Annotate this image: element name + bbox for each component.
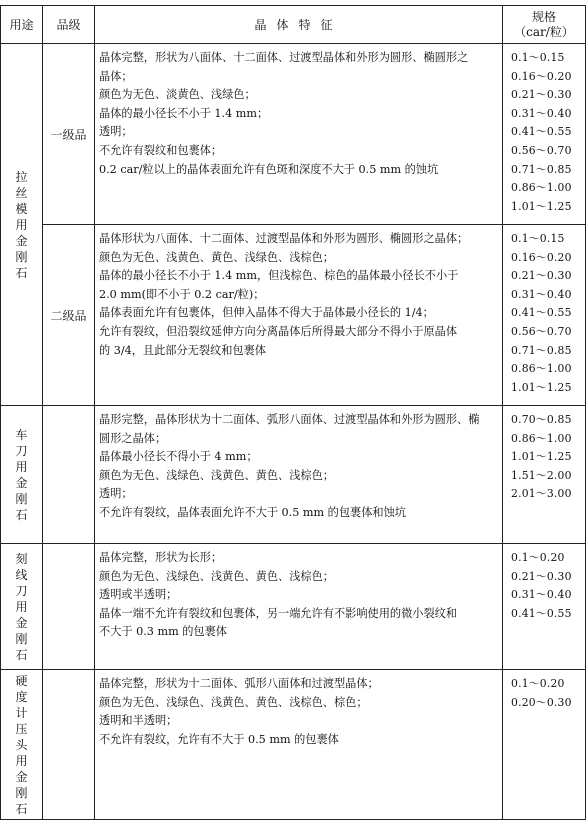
spec-value: 0.71～0.85	[511, 343, 572, 357]
spec-value: 0.41～0.55	[511, 606, 572, 620]
feature-line: 颜色为无色、浅绿色、浅黄色、黄色、浅棕色；	[99, 569, 334, 583]
feature-line: 晶体的最小径长不小于 1.4 mm；	[99, 106, 269, 120]
section-hardness-indenter	[1, 670, 586, 820]
spec-value: 0.1～0.15	[511, 232, 565, 245]
spec-value: 0.71～0.85	[511, 162, 572, 176]
spec-value: 0.21～0.30	[511, 269, 572, 283]
spec-value: 0.1～0.20	[511, 551, 565, 564]
specs-turning-tool	[503, 406, 586, 544]
section-wire-die-grade2	[1, 225, 586, 406]
feature-line: 晶体完整，形状为十二面体、弧形八面体和过渡型晶体；	[99, 677, 379, 690]
feature-line: 透明或半透明；	[99, 588, 178, 602]
spec-value: 0.86～1.00	[511, 181, 572, 195]
feature-line: 晶体形状为八面体、十二面体、过渡型晶体和外形为圆形、椭圆形之晶体；	[99, 232, 469, 245]
spec-value: 0.16～0.20	[511, 250, 572, 264]
specs-wire-die-grade1	[503, 44, 586, 225]
header-row	[1, 6, 586, 44]
feature-line: 颜色为无色、浅黄色、黄色、浅绿色、浅棕色；	[99, 250, 334, 264]
section-scribing-tool	[1, 544, 586, 670]
feature-line: 不允许有裂纹和包裹体；	[99, 143, 223, 157]
feature-line: 不大于 0.3 mm 的包裹体	[99, 625, 227, 639]
usage-wire-die-label: 拉丝模用金刚石	[15, 169, 28, 280]
grade-empty-turning	[43, 406, 95, 544]
grade-first: 一级品	[43, 44, 95, 225]
section-turning-tool	[1, 406, 586, 544]
spec-value: 0.86～1.00	[511, 362, 572, 376]
spec-value: 0.70～0.85	[511, 413, 572, 426]
feature-line: 0.2 car/粒以上的晶体表面允许有色斑和深度不大于 0.5 mm 的蚀坑	[99, 162, 439, 176]
spec-value: 1.51～2.00	[511, 468, 572, 482]
spec-value: 0.21～0.30	[511, 569, 572, 583]
usage-hardness-indenter-label: 硬度计压头用金刚石	[15, 673, 28, 816]
feature-line: 的 3/4，且此部分无裂纹和包裹体	[99, 343, 266, 357]
feature-line: 2.0 mm(即不小于 0.2 car/粒)；	[99, 287, 265, 301]
specs-scribing-tool	[503, 544, 586, 670]
feature-line: 颜色为无色、浅绿色、浅黄色、黄色、浅棕色；	[99, 468, 334, 482]
feature-line: 允许有裂纹，但沿裂纹延伸方向分离晶体后所得最大部分不得小于原晶体	[99, 324, 458, 338]
feature-line: 晶体完整，形状为八面体、十二面体、过渡型晶体和外形为圆形、椭圆形之	[99, 51, 469, 64]
feature-line: 不允许有裂纹，允许有不大于 0.5 mm 的包裹体	[99, 732, 339, 746]
diamond-spec-table	[0, 5, 586, 820]
grade-empty-scribing	[43, 544, 95, 670]
spec-value: 0.86～1.00	[511, 431, 572, 445]
specs-wire-die-grade2	[503, 225, 586, 406]
feature-line: 晶体的最小径长不小于 1.4 mm，但浅棕色、棕色的晶体最小径长不小于	[99, 269, 459, 283]
header-grade: 品级	[43, 6, 95, 44]
header-spec	[503, 6, 586, 44]
features-scribing-tool	[95, 544, 503, 670]
feature-line: 透明和半透明；	[99, 714, 178, 728]
spec-value: 0.16～0.20	[511, 69, 572, 83]
usage-wire-die	[1, 44, 43, 406]
spec-value: 1.01～1.25	[511, 380, 572, 394]
features-wire-die-grade1	[95, 44, 503, 225]
features-turning-tool	[95, 406, 503, 544]
usage-scribing-tool	[1, 544, 43, 670]
usage-turning-tool	[1, 406, 43, 544]
grade-empty-hardness	[43, 670, 95, 820]
header-spec-line1: 规格	[531, 9, 556, 24]
feature-line: 圆形之晶体；	[99, 431, 167, 445]
feature-line: 不允许有裂纹，晶体表面允许不大于 0.5 mm 的包裹体和蚀坑	[99, 505, 406, 519]
spec-value: 0.31～0.40	[511, 588, 572, 602]
features-hardness-indenter	[95, 670, 503, 820]
feature-line: 晶体一端不允许有裂纹和包裹体，另一端允许有不影响使用的微小裂纹和	[99, 606, 458, 620]
spec-value: 0.1～0.15	[511, 51, 565, 64]
specs-hardness-indenter	[503, 670, 586, 820]
feature-line: 晶体表面允许有包裹体，但伸入晶体不得大于晶体最小径长的 1/4；	[99, 306, 434, 320]
feature-line: 颜色为无色、浅绿色、浅黄色、黄色、浅棕色、棕色；	[99, 695, 368, 709]
spec-value: 2.01～3.00	[511, 487, 572, 501]
usage-scribing-tool-label: 刻线刀用金刚石	[15, 551, 28, 662]
feature-line: 晶形完整，晶体形状为十二面体、弧形八面体、过渡型晶体和外形为圆形、椭	[99, 413, 480, 426]
spec-value: 1.01～1.25	[511, 450, 572, 464]
feature-line: 晶体最小径长不得小于 4 mm；	[99, 450, 258, 464]
header-spec-line2: （car/粒）	[514, 24, 574, 39]
header-features: 晶体特征	[95, 6, 503, 44]
header-usage: 用途	[1, 6, 43, 44]
spec-value: 1.01～1.25	[511, 199, 572, 213]
spec-value: 0.21～0.30	[511, 88, 572, 102]
spec-value: 0.56～0.70	[511, 143, 572, 157]
grade-second: 二级品	[43, 225, 95, 406]
feature-line: 透明；	[99, 487, 133, 501]
features-wire-die-grade2	[95, 225, 503, 406]
spec-value: 0.1～0.20	[511, 677, 565, 690]
spec-value: 0.41～0.55	[511, 306, 572, 320]
usage-hardness-indenter	[1, 670, 43, 820]
feature-line: 颜色为无色、淡黄色、浅绿色；	[99, 88, 256, 102]
usage-turning-tool-label: 车刀用金刚石	[15, 427, 28, 522]
spec-value: 0.20～0.30	[511, 695, 572, 709]
feature-line: 透明；	[99, 125, 133, 139]
feature-line: 晶体完整，形状为长形；	[99, 551, 223, 564]
feature-line: 晶体；	[99, 69, 133, 83]
spec-value: 0.31～0.40	[511, 106, 572, 120]
spec-value: 0.56～0.70	[511, 324, 572, 338]
spec-value: 0.31～0.40	[511, 287, 572, 301]
spec-value: 0.41～0.55	[511, 125, 572, 139]
section-wire-die-grade1	[1, 44, 586, 225]
